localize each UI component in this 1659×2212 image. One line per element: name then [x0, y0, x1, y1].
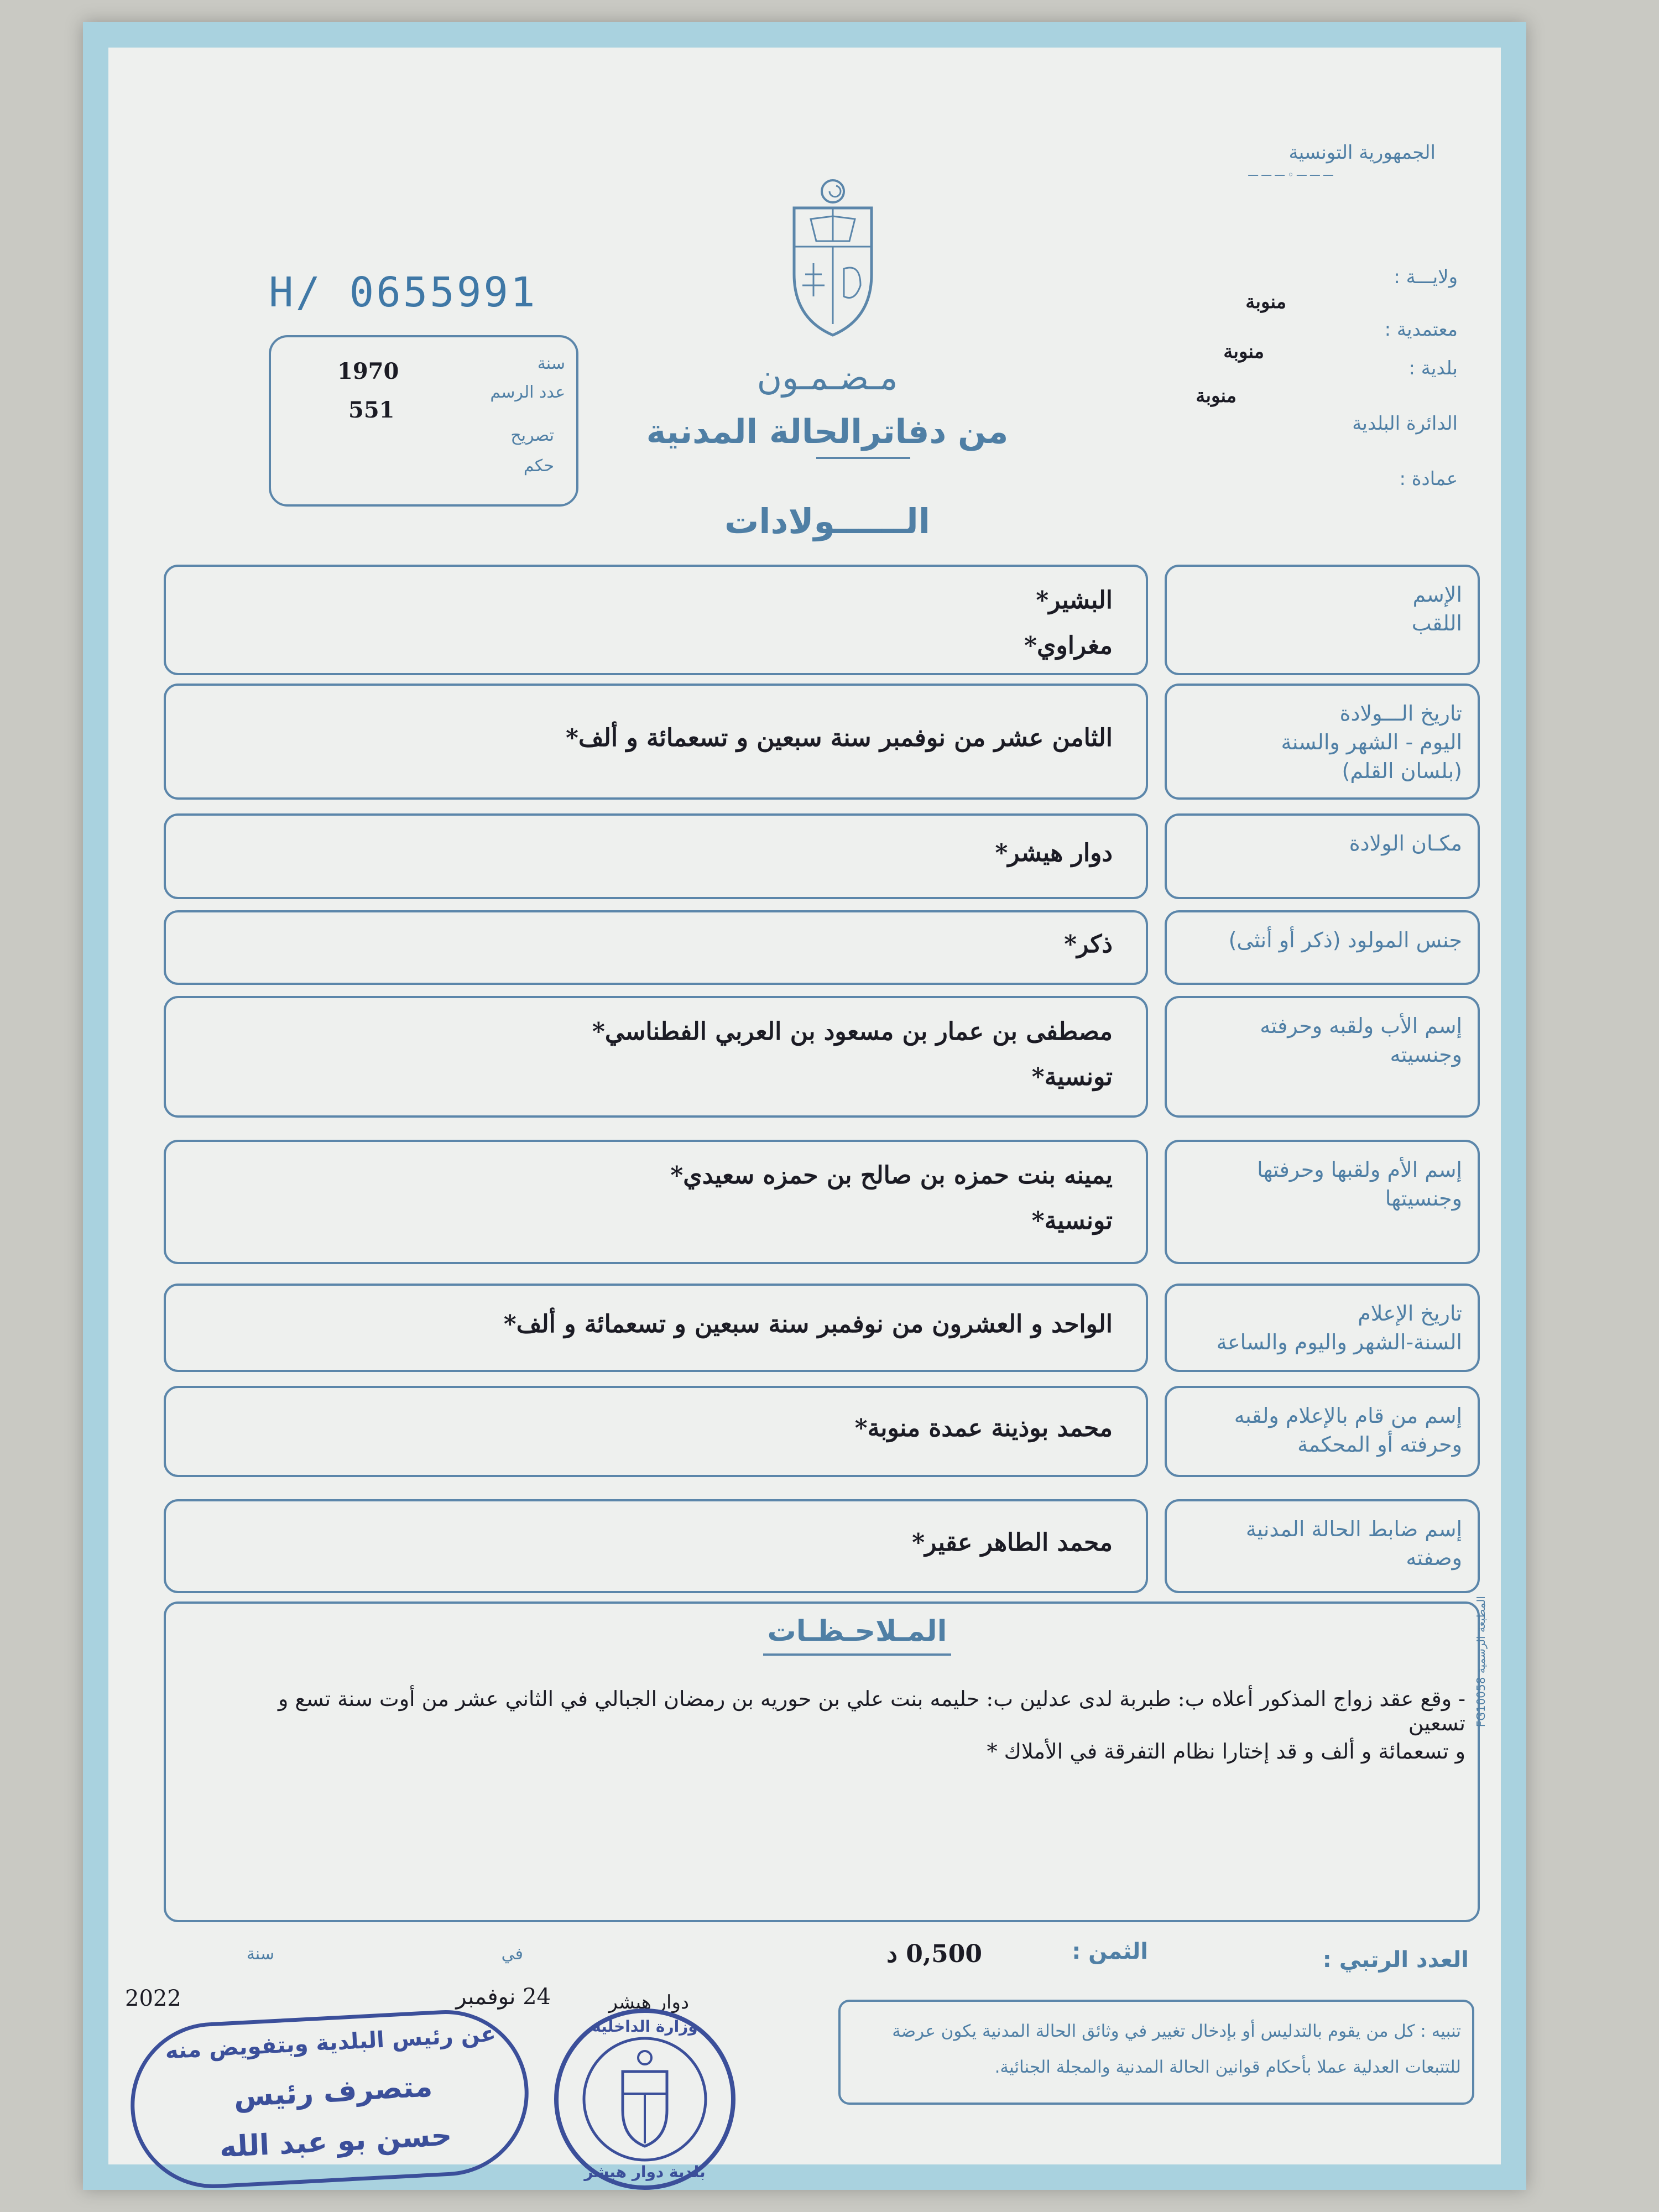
field-label-box: [1165, 996, 1480, 1118]
field-value: البشير*: [1036, 586, 1113, 614]
printer-code: المطبعة الرسمية FG10058: [1474, 1596, 1488, 1728]
year-label: سنة: [537, 354, 565, 373]
judgment-label: حكم: [523, 456, 554, 476]
remarks-title: المـلاحـظـات: [767, 1615, 947, 1648]
issue-year: 2022: [125, 1986, 181, 2011]
field-label: مكـان الولادة: [1349, 831, 1462, 855]
field-value: مصطفى بن عمار بن مسعود بن العربي الفطناسي*: [592, 1018, 1113, 1046]
signature-line-2: متصرف رئيس: [233, 2070, 434, 2114]
omda-label: عمادة :: [1399, 468, 1458, 490]
republic-title: الجمهورية التونسية: [1288, 142, 1436, 164]
issue-place: دوار هيشر: [608, 1991, 689, 2013]
serial-number: H/ 0655991: [269, 269, 538, 316]
title-underline: [816, 457, 910, 459]
field-label: جنس المولود (ذكر أو أنثى): [1228, 928, 1462, 952]
field-value-box: [164, 996, 1148, 1118]
field-label: اللقب: [1411, 611, 1462, 635]
remarks-line-2: و تسعمائة و ألف و قد إختارا نظام التفرقة في الأملاك *: [987, 1739, 1465, 1764]
declaration-label: تصريح: [510, 426, 554, 445]
field-label-box: [1165, 684, 1480, 800]
number-label: عدد الرسم: [490, 383, 565, 402]
municipality-value: منوبة: [1196, 385, 1237, 407]
wilaya-label: ولايـــة :: [1394, 266, 1458, 288]
field-label-box: [1165, 1284, 1480, 1372]
field-value: محمد بوذينة عمدة منوبة*: [854, 1413, 1113, 1442]
field-value-box: [164, 1499, 1148, 1593]
field-label: إسم الأم ولقبها وحرفتها: [1257, 1157, 1462, 1182]
field-label: إسم ضابط الحالة المدنية: [1245, 1517, 1462, 1541]
field-label: تاريخ الإعلام: [1358, 1301, 1462, 1326]
field-value: يمينه بنت حمزه بن صالح بن حمزه سعيدي*: [670, 1161, 1113, 1190]
district-label: الدائرة البلدية: [1352, 413, 1458, 435]
delegation-label: معتمدية :: [1384, 319, 1458, 341]
field-value-box: [164, 565, 1148, 675]
field-label-box: [1165, 565, 1480, 675]
notice-line-2: للتتبعات العدلية عملا بأحكام قوانين الحالة المدنية والمجلة الجنائية.: [994, 2057, 1461, 2077]
field-label: السنة-الشهر واليوم والساعة: [1216, 1330, 1462, 1354]
stamp-ministry: وزارة الداخلية: [592, 2017, 698, 2036]
field-label-box: [1165, 910, 1480, 985]
section-title: الــــــولادات: [724, 501, 931, 541]
field-label: وصفته: [1406, 1546, 1462, 1570]
field-value-box: [164, 910, 1148, 985]
field-label-box: [1165, 1140, 1480, 1264]
municipality-label: بلدية :: [1408, 357, 1458, 379]
stamp-municipality: بلدية دوار هيشر: [584, 2163, 706, 2181]
delegation-value: منوبة: [1223, 341, 1264, 363]
field-value-box: [164, 684, 1148, 800]
field-label: اليوم - الشهر والسنة: [1281, 730, 1462, 754]
field-value: مغراوي*: [1024, 632, 1113, 660]
signature-line-1: عن رئيس البلدية وبتفويض منه: [164, 2021, 497, 2064]
field-value: تونسية*: [1031, 1207, 1113, 1235]
sub-title: من دفاترالحالة المدنية: [646, 413, 1009, 451]
price-label: الثمن :: [1072, 1939, 1148, 1964]
notice-line-1: تنبيه : كل من يقوم بالتدليس أو بإدخال تغيير في وثائق الحالة المدنية يكون عرضة: [892, 2021, 1461, 2041]
year-label-footer: سنة: [246, 1944, 274, 1964]
field-value: محمد الطاهر عقير*: [912, 1528, 1113, 1557]
coat-of-arms-icon: [778, 175, 888, 341]
field-value: الثامن عشر من نوفمبر سنة سبعين و تسعمائة و ألف*: [565, 724, 1113, 752]
field-label: الإسم: [1412, 582, 1462, 607]
field-value-box: [164, 1386, 1148, 1477]
municipal-round-stamp-icon: [551, 2005, 739, 2193]
field-label: (بلسان القلم): [1342, 759, 1462, 783]
order-number-label: العدد الرتبي :: [1322, 1947, 1469, 1973]
field-value-box: [164, 1140, 1148, 1264]
remarks-underline: [763, 1653, 951, 1656]
signature-line-3: حسن بو عبد الله: [218, 2119, 453, 2164]
year-value: 1970: [337, 358, 399, 384]
field-value: ذكر*: [1064, 930, 1113, 958]
registry-box: [269, 335, 578, 507]
wilaya-value: منوبة: [1245, 291, 1286, 313]
field-label: وجنسيته: [1390, 1042, 1462, 1067]
issue-day-month: 24 نوفمبر: [456, 1984, 551, 2010]
main-title: مـضـمـون: [757, 357, 898, 398]
field-label: تاريخ الـــولادة: [1339, 701, 1462, 726]
field-value-box: [164, 813, 1148, 899]
field-label: وجنسيتها: [1385, 1186, 1462, 1211]
field-value: تونسية*: [1031, 1063, 1113, 1091]
field-label-box: [1165, 1386, 1480, 1477]
remarks-box: [164, 1601, 1480, 1922]
warning-notice: [838, 2000, 1474, 2105]
number-value: 551: [348, 397, 395, 423]
remarks-line-1: - وقع عقد زواج المذكور أعلاه ب: طبربة لدى عدلين ب: حليمه بنت علي بن حوريه بن رمضان الجبالي في الثاني عشر من أوت سنة تسع و تسعين: [278, 1687, 1465, 1735]
field-label: وحرفته أو المحكمة: [1297, 1432, 1462, 1457]
field-label-box: [1165, 1499, 1480, 1593]
in-label: في: [501, 1944, 523, 1964]
field-value-box: [164, 1284, 1148, 1372]
price-value: 0,500 د: [886, 1940, 982, 1968]
field-label: إسم من قام بالإعلام ولقبه: [1234, 1404, 1462, 1428]
field-label-box: [1165, 813, 1480, 899]
field-label: إسم الأب ولقبه وحرفته: [1260, 1014, 1462, 1038]
republic-divider: ———◦———: [1248, 168, 1336, 181]
field-value: دوار هيشر*: [995, 838, 1113, 867]
field-value: الواحد و العشرون من نوفمبر سنة سبعين و تسعمائة و ألف*: [503, 1310, 1113, 1338]
birth-certificate-paper: [83, 22, 1526, 2190]
signature-stamp: [127, 2006, 533, 2192]
